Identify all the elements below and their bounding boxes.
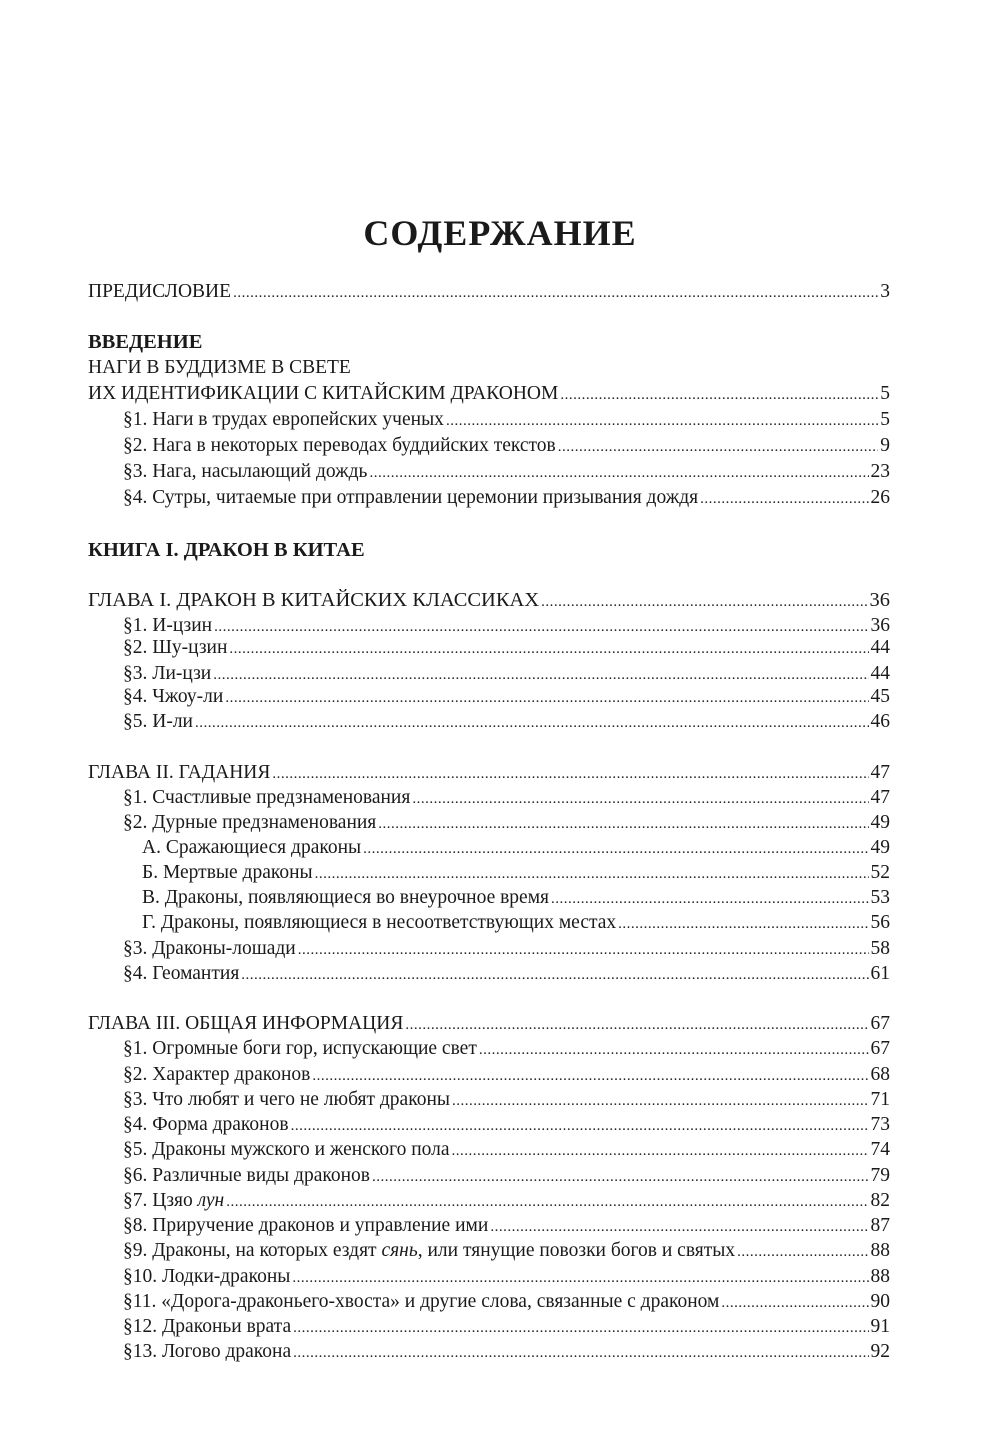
toc-entry	[123, 407, 890, 433]
toc-entry	[123, 1188, 890, 1214]
entry-title: §8. Приручение драконов и управление ими	[123, 1215, 489, 1236]
toc-entry	[142, 910, 890, 936]
entry-title	[123, 1188, 224, 1214]
leader-dots	[618, 910, 868, 937]
entry-title: §2. Шу-цзин	[123, 637, 228, 658]
entry-title: §5. И-ли	[123, 711, 193, 732]
entry-title: В. Драконы, появляющиеся во внеурочное время	[142, 887, 550, 908]
entry-title: §11. «Дорога-драконьего-хвоста» и другие слова, связанные с драконом	[123, 1291, 720, 1312]
leader-dots	[405, 1011, 868, 1038]
toc-entry	[142, 860, 890, 886]
leader-dots	[195, 709, 869, 736]
entry-page: 92	[870, 1341, 890, 1362]
entry-title: §4. Геомантия	[123, 963, 240, 984]
entry-page: 5	[880, 383, 890, 404]
toc-entry	[123, 709, 890, 735]
leader-dots	[291, 1112, 869, 1139]
entry-title: §5. Драконы мужского и женского пола	[123, 1139, 450, 1160]
entry-title: §3. Что любят и чего не любят драконы	[123, 1089, 450, 1110]
toc-entry	[123, 1314, 890, 1340]
leader-dots	[721, 1289, 868, 1316]
entry-title: §4. Сутры, читаемые при отправлении церемонии призывания дождя	[123, 487, 699, 508]
entry-title-part: §9. Драконы, на которых ездят	[123, 1240, 382, 1261]
entry-title: §6. Различные виды драконов	[123, 1165, 370, 1186]
leader-dots	[226, 1188, 868, 1215]
entry-page: 47	[870, 787, 890, 808]
leader-dots	[737, 1238, 868, 1265]
toc-entry	[123, 1238, 890, 1264]
toc-entry-chapter3	[88, 1011, 890, 1037]
leader-dots	[372, 1163, 869, 1190]
leader-dots	[378, 810, 868, 837]
intro-heading: ВВЕДЕНИЕ	[88, 331, 203, 353]
toc-entry	[123, 1289, 890, 1315]
entry-title-part: §7. Цзяо	[123, 1190, 198, 1211]
entry-title: ГЛАВА I. ДРАКОН В КИТАЙСКИХ КЛАССИКАХ	[88, 589, 540, 611]
toc-entry	[123, 810, 890, 836]
leader-dots	[446, 407, 878, 434]
toc-entry	[123, 1213, 890, 1239]
entry-page: 82	[870, 1190, 890, 1211]
leader-dots	[369, 459, 868, 486]
entry-page: 9	[880, 435, 890, 456]
entry-title: Б. Мертвые драконы	[142, 862, 313, 883]
leader-dots	[452, 1087, 869, 1114]
entry-title: §1. И-цзин	[123, 615, 213, 636]
toc-entry	[123, 485, 890, 511]
entry-page: 53	[870, 887, 890, 908]
entry-page: 67	[870, 1038, 890, 1059]
toc-entry	[123, 1163, 890, 1189]
entry-title: ГЛАВА II. ГАДАНИЯ	[88, 762, 271, 783]
leader-dots	[229, 635, 868, 662]
entry-title-italic: лун	[197, 1190, 225, 1211]
entry-page: 87	[870, 1215, 890, 1236]
leader-dots	[298, 936, 869, 963]
entry-page: 49	[870, 812, 890, 833]
entry-title: §10. Лодки-драконы	[123, 1266, 291, 1287]
entry-page: 26	[870, 487, 890, 508]
entry-title: §13. Логово дракона	[123, 1341, 292, 1362]
entry-title: §1. Огромные боги гор, испускающие свет	[123, 1038, 477, 1059]
toc-entry-chapter1	[88, 587, 890, 613]
entry-title: §12. Драконьи врата	[123, 1316, 292, 1337]
leader-dots	[233, 279, 878, 306]
leader-dots	[541, 587, 867, 615]
entry-page: 5	[880, 409, 890, 430]
entry-title: §3. Драконы-лошади	[123, 938, 296, 959]
toc-entry	[123, 936, 890, 962]
leader-dots	[490, 1213, 868, 1240]
leader-dots	[272, 760, 868, 787]
leader-dots	[363, 835, 868, 862]
entry-page: 68	[870, 1064, 890, 1085]
entry-title: §2. Нага в некоторых переводах буддийских текстов	[123, 435, 556, 456]
entry-page: 67	[870, 1013, 890, 1034]
toc-entry-preface	[88, 279, 890, 305]
entry-page: 56	[870, 912, 890, 933]
entry-page: 52	[870, 862, 890, 883]
toc-entry	[123, 684, 890, 710]
entry-page: 46	[870, 711, 890, 732]
entry-title: §1. Счастливые предзнаменования	[123, 787, 411, 808]
entry-title: §2. Дурные предзнаменования	[123, 812, 377, 833]
book1-heading: КНИГА I. ДРАКОН В КИТАЕ	[88, 539, 365, 561]
leader-dots	[452, 1137, 869, 1164]
leader-dots	[293, 1339, 868, 1366]
entry-page: 45	[870, 686, 890, 707]
entry-title	[123, 1238, 735, 1264]
entry-page: 36	[869, 589, 890, 611]
entry-page: 88	[870, 1266, 890, 1287]
toc-entry	[123, 1036, 890, 1062]
leader-dots	[225, 684, 868, 711]
entry-page: 90	[870, 1291, 890, 1312]
toc-entry	[123, 1062, 890, 1088]
entry-page: 73	[870, 1114, 890, 1135]
entry-page: 36	[870, 615, 890, 636]
entry-title: §1. Наги в трудах европейских ученых	[123, 409, 444, 430]
entry-title: ПРЕДИСЛОВИЕ	[88, 281, 232, 302]
entry-page: 49	[870, 837, 890, 858]
leader-dots	[551, 885, 868, 912]
toc-entry	[123, 961, 890, 987]
entry-page: 79	[870, 1165, 890, 1186]
entry-page: 88	[870, 1240, 890, 1261]
toc-entry	[123, 1112, 890, 1138]
toc-entry	[142, 835, 890, 861]
entry-title: §3. Ли-цзи	[123, 663, 212, 684]
entry-page: 91	[870, 1316, 890, 1337]
toc-entry	[123, 1264, 890, 1290]
leader-dots	[312, 1062, 868, 1089]
entry-page: 47	[870, 762, 890, 783]
toc-entry-chapter2	[88, 760, 890, 786]
toc-entry	[142, 885, 890, 911]
toc-entry	[123, 1137, 890, 1163]
entry-page: 23	[870, 461, 890, 482]
entry-title: §4. Чжоу-ли	[123, 686, 224, 707]
leader-dots	[292, 1264, 868, 1291]
entry-title: А. Сражающиеся драконы	[142, 837, 362, 858]
entry-title: §3. Нага, насылающий дождь	[123, 461, 368, 482]
entry-title: ИХ ИДЕНТИФИКАЦИИ С КИТАЙСКИМ ДРАКОНОМ	[88, 383, 559, 404]
leader-dots	[558, 433, 878, 460]
entry-page: 58	[870, 938, 890, 959]
entry-page: 74	[870, 1139, 890, 1160]
entry-title: Г. Драконы, появляющиеся в несоответствующих местах	[142, 912, 617, 933]
entry-page: 61	[870, 963, 890, 984]
entry-title-italic: сянь	[381, 1240, 418, 1261]
leader-dots	[241, 961, 868, 988]
toc-entry-intro	[88, 381, 890, 407]
intro-subtitle-line1: НАГИ В БУДДИЗМЕ В СВЕТЕ	[88, 357, 351, 378]
entry-page: 71	[870, 1089, 890, 1110]
leader-dots	[412, 785, 868, 812]
entry-title: ГЛАВА III. ОБЩАЯ ИНФОРМАЦИЯ	[88, 1013, 404, 1034]
entry-page: 44	[870, 663, 890, 684]
entry-title-part: , или тянущие повозки богов и святых	[417, 1240, 736, 1261]
entry-title: §2. Характер драконов	[123, 1064, 311, 1085]
toc-entry	[123, 433, 890, 459]
toc-entry	[123, 1339, 890, 1365]
page-title: СОДЕРЖАНИЕ	[363, 213, 637, 253]
leader-dots	[560, 381, 878, 408]
entry-title: §4. Форма драконов	[123, 1114, 289, 1135]
leader-dots	[293, 1314, 868, 1341]
toc-entry	[123, 1087, 890, 1113]
leader-dots	[315, 860, 869, 887]
entry-page: 3	[880, 281, 890, 302]
toc-entry	[123, 459, 890, 485]
entry-page: 44	[870, 637, 890, 658]
toc-entry	[123, 635, 890, 661]
leader-dots	[479, 1036, 869, 1063]
leader-dots	[700, 485, 868, 512]
toc-entry	[123, 785, 890, 811]
